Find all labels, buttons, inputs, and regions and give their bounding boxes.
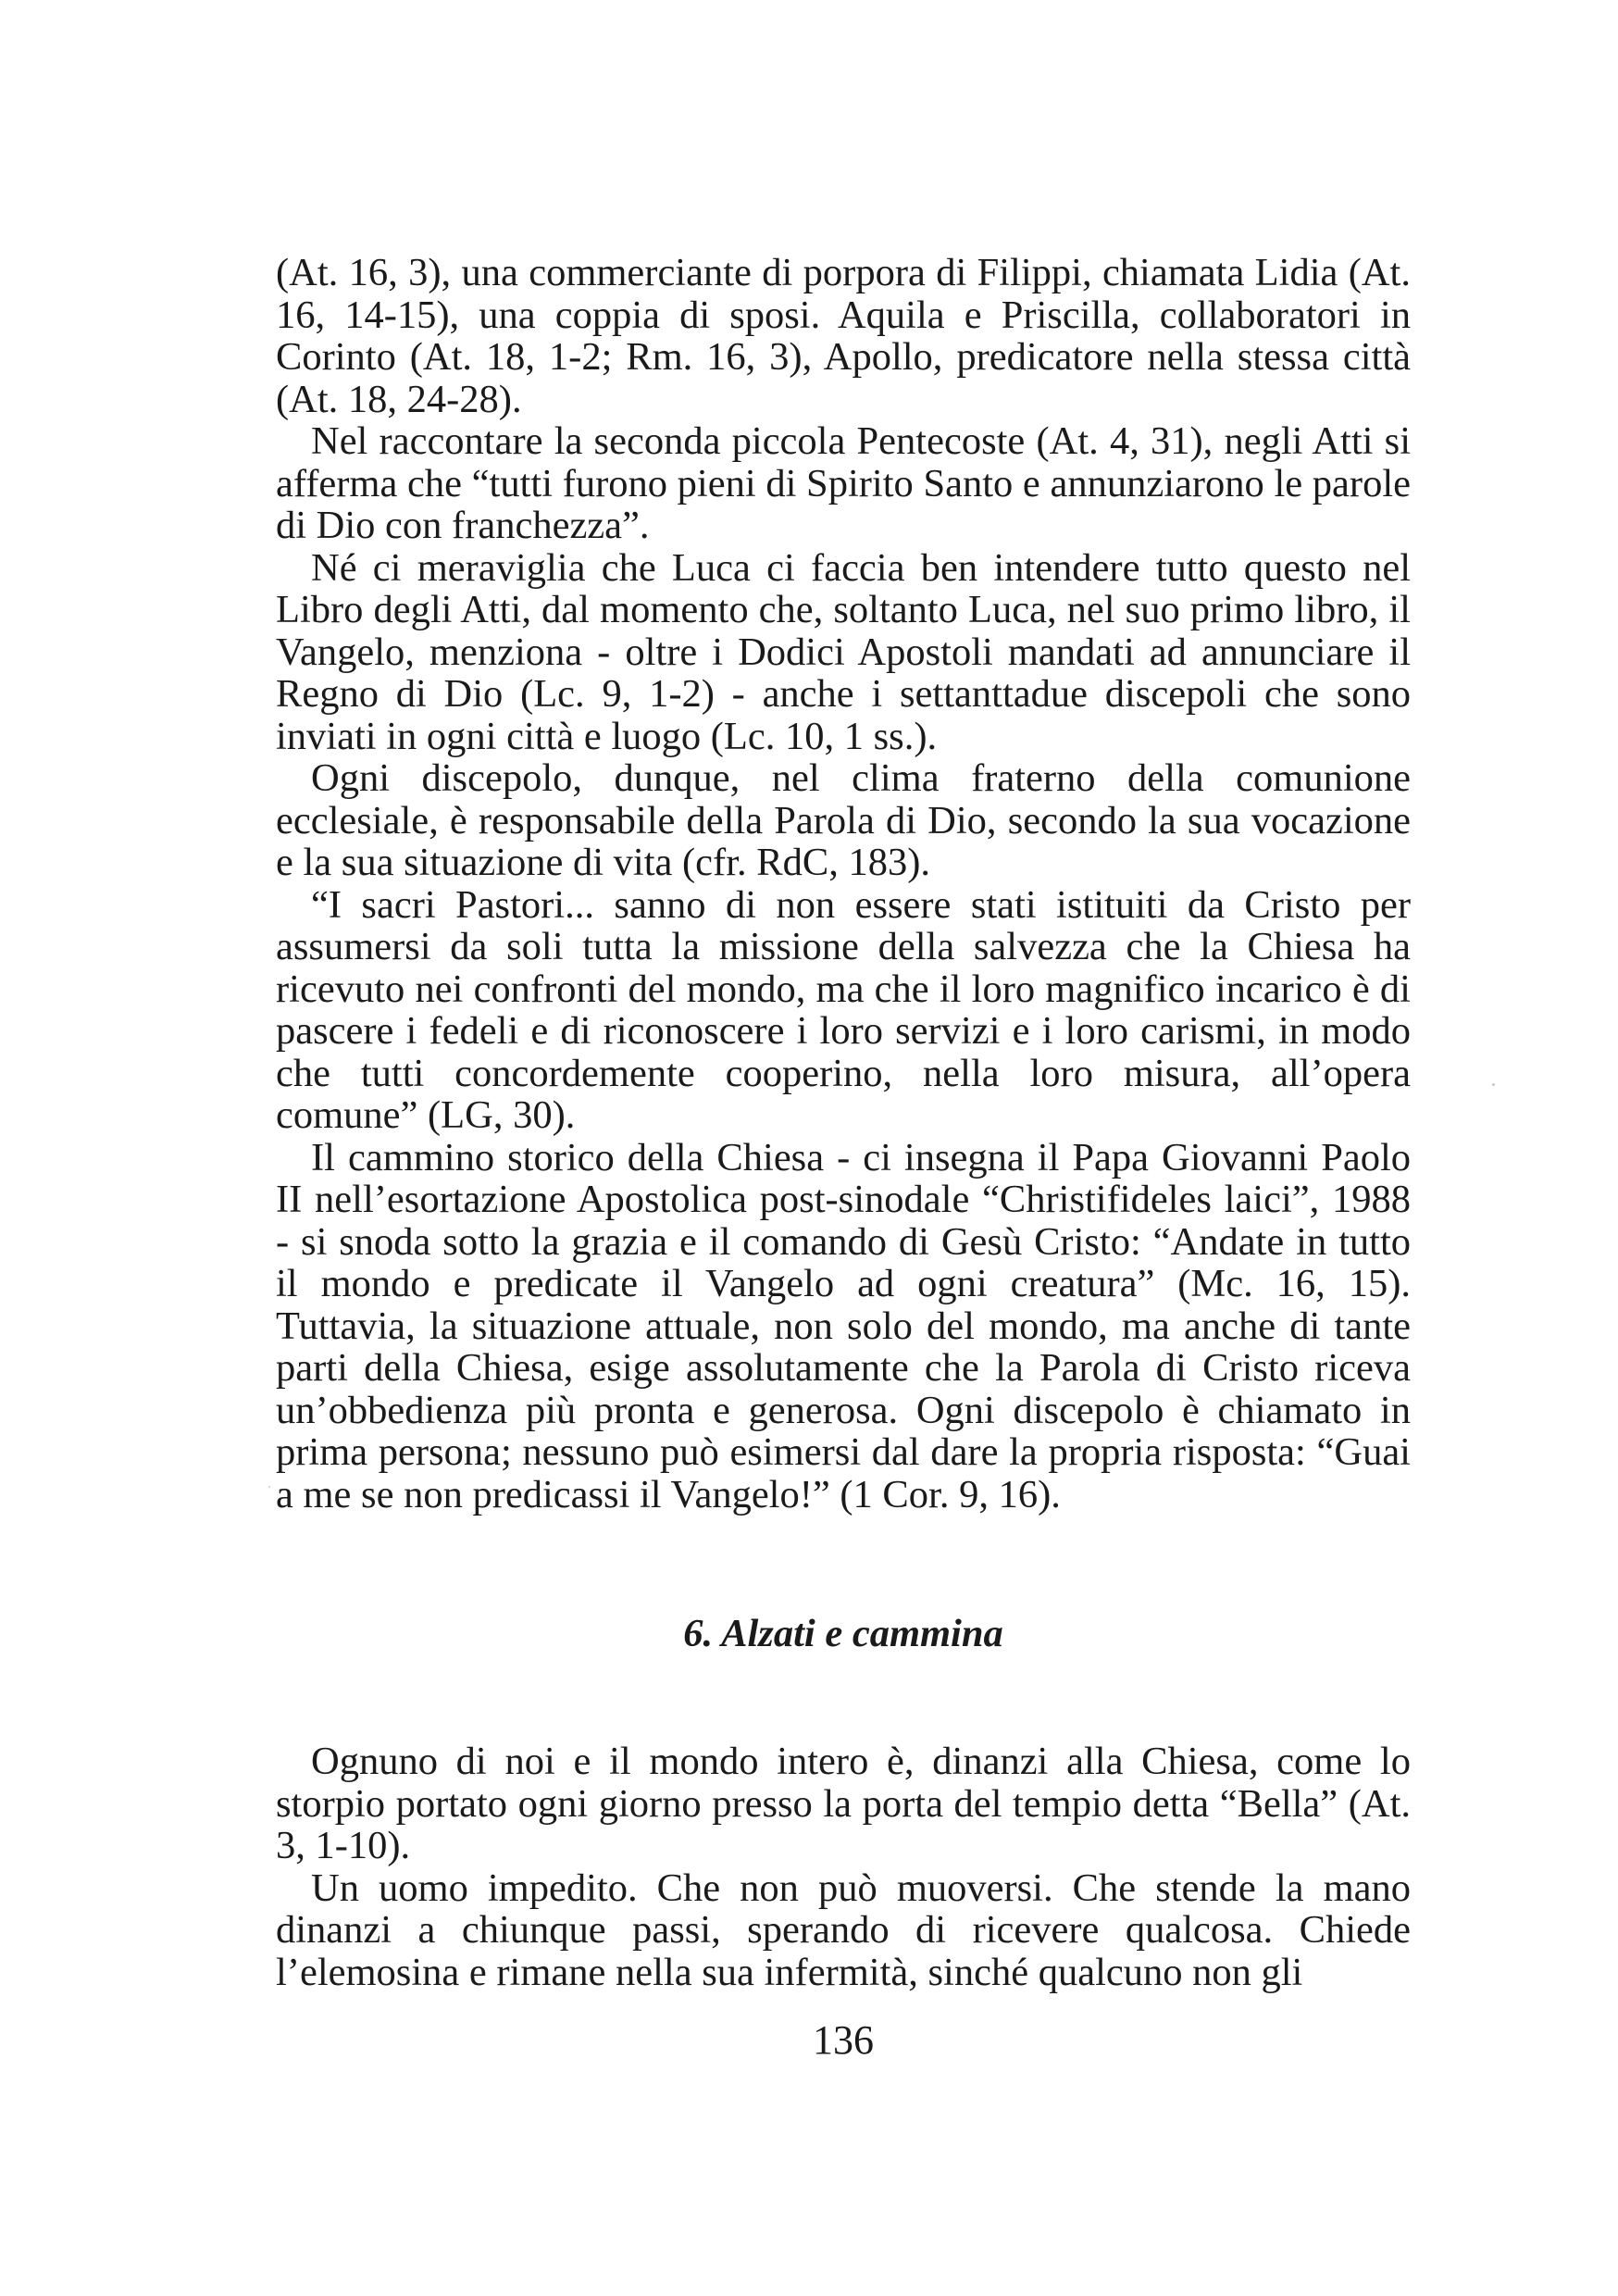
scan-speck-mark bbox=[1492, 1083, 1495, 1086]
paragraph: Ogni discepolo, dunque, nel clima fraterno della comunione ecclesiale, è responsabile della Parola di Dio, secondo la sua vocazione e la sua situazione di vita (cfr. RdC, 183). bbox=[276, 756, 1411, 884]
section-heading: 6. Alzati e cammina bbox=[683, 1612, 1003, 1655]
scan-speck-mark bbox=[268, 1486, 270, 1488]
paragraph: “I sacri Pastori... sanno di non essere stati istituiti da Cristo per assumersi da soli tutta la missione della salvezza che la Chiesa ha ricevuto nei confronti del mondo, ma che il loro magnifico incarico è di pascere i fedeli e di riconoscere i loro servizi e i loro carismi, in modo che tutti concordemente cooperino, nella loro misura, all’opera comune” (LG, 30). bbox=[276, 882, 1411, 1137]
paragraph: Ognuno di noi e il mondo intero è, dinanzi alla Chiesa, come lo storpio portato ogni giorno presso la porta del tempio detta “Bella” (At. 3, 1-10). bbox=[276, 1740, 1411, 1867]
paragraph: Il cammino storico della Chiesa - ci insegna il Papa Giovanni Paolo II nell’esortazione Apostolica post-sinodale “Christifideles laici”, 1988 - si snoda sotto la grazia e il comando di Gesù Cristo: “Andate in tutto il mondo e predicate il Vangelo ad ogni creatura” (Mc. 16, 15). Tuttavia, la situazione attuale, non solo del mondo, ma anche di tante parti della Chiesa, esige assolutamente che la Parola di Cristo riceva un’obbedienza più pronta e generosa. Ogni discepolo è chiamato in prima persona; nessuno può esimersi dal dare la propria risposta: “Guai a me se non predicassi il Vangelo!” (1 Cor. 9, 16). bbox=[276, 1135, 1411, 1516]
paragraph: Nel raccontare la seconda piccola Pentecoste (At. 4, 31), negli Atti si afferma che “tutti furono pieni di Spirito Santo e annunziarono le parole di Dio con franchezza”. bbox=[276, 419, 1411, 547]
body-text-part-2 bbox=[276, 1741, 1411, 1993]
paragraph: (At. 16, 3), una commerciante di porpora di Filippi, chiamata Lidia (At. 16, 14-15), una coppia di sposi. Aquila e Priscilla, collaboratori in Corinto (At. 18, 1-2; Rm. 16, 3), Apollo, predicatore nella stessa città (At. 18, 24-28). bbox=[276, 251, 1411, 421]
paragraph: Né ci meraviglia che Luca ci faccia ben intendere tutto questo nel Libro degli Atti, dal momento che, soltanto Luca, nel suo primo libro, il Vangelo, menziona - oltre i Dodici Apostoli mandati ad annunciare il Regno di Dio (Lc. 9, 1-2) - anche i settanttadue discepoli che sono inviati in ogni città e luogo (Lc. 10, 1 ss.). bbox=[276, 545, 1411, 758]
paragraph: Un uomo impedito. Che non può muoversi. Che stende la mano dinanzi a chiunque passi, sperando di ricevere qualcosa. Chiede l’elemosina e rimane nella sua infermità, sinché qualcuno non gli bbox=[276, 1866, 1411, 1994]
body-text-part-1 bbox=[276, 252, 1411, 1516]
page-number: 136 bbox=[813, 2017, 874, 2063]
